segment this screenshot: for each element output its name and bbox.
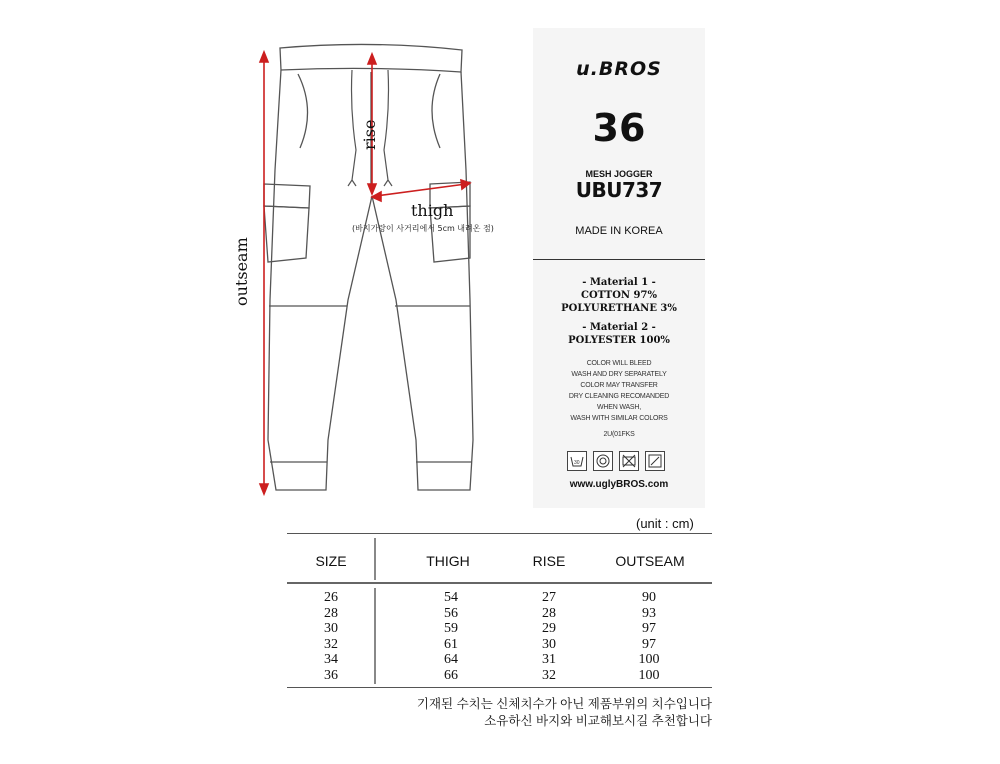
care-line: COLOR WILL BLEED [586, 360, 652, 367]
thigh-label: thigh [411, 201, 454, 220]
product-code: UBU737 [575, 178, 663, 202]
svg-text:30: 30 [574, 460, 580, 466]
header-rise: RISE [532, 553, 566, 569]
material1-title: - Material 1 - [582, 277, 656, 288]
header-thigh: THIGH [426, 553, 470, 569]
table-cell: 90 [642, 590, 656, 605]
material1-line1: COTTON 97% [581, 290, 657, 301]
table-top-rule [287, 533, 712, 534]
dry-clean-icon [593, 451, 613, 471]
left-front-pocket [298, 74, 308, 148]
table-cell: 56 [444, 605, 458, 621]
table-cell: 36 [324, 667, 338, 683]
table-cell: 32 [542, 667, 556, 683]
table-header-rule [287, 582, 712, 584]
table-cell: 29 [542, 621, 556, 636]
pants-diagram [0, 0, 540, 520]
table-cell: 28 [542, 605, 556, 621]
table-cell: 32 [324, 636, 338, 652]
table-cell: 27 [542, 590, 556, 605]
right-front-pocket [432, 74, 440, 148]
outseam-column [626, 590, 672, 683]
care-line: COLOR MAY TRANSFER [580, 382, 658, 389]
line-dry-icon [645, 451, 665, 471]
care-line: WHEN WASH, [596, 404, 642, 411]
outseam-label: outseam [232, 237, 251, 306]
size-column [310, 590, 352, 683]
table-cell: 28 [324, 605, 338, 621]
body-divider [374, 588, 376, 684]
table-cell: 34 [324, 652, 338, 667]
material2-line1: POLYESTER 100% [568, 335, 670, 346]
table-cell: 30 [542, 636, 556, 652]
no-tumble-dry-icon [619, 451, 639, 471]
product-tag [533, 28, 705, 508]
product-line: MESH JOGGER [585, 169, 653, 179]
table-bottom-rule [287, 687, 712, 688]
thigh-arrow [376, 184, 466, 196]
table-cell: 100 [638, 667, 660, 683]
thigh-note: (바지가랑이 사거리에서 5cm 내려온 점) [352, 224, 494, 233]
table-cell: 26 [324, 590, 338, 605]
unit-label: (unit : cm) [636, 516, 694, 531]
table-cell: 93 [642, 605, 656, 621]
table-cell: 59 [444, 621, 458, 636]
left-cargo-pocket [264, 206, 309, 262]
care-line: WASH WITH SIMILAR COLORS [570, 415, 668, 422]
website: www.uglyBROS.com [569, 479, 669, 490]
table-cell: 61 [444, 636, 458, 652]
table-cell: 66 [444, 667, 458, 683]
comparison-note: 소유하신 바지와 비교해보시길 추천합니다 [484, 714, 712, 728]
brand-logo: u.BROS [576, 58, 662, 80]
origin: MADE IN KOREA [575, 225, 663, 237]
table-cell: 31 [542, 652, 556, 667]
rise-column [528, 590, 570, 683]
table-cell: 30 [324, 621, 338, 636]
table-cell: 64 [444, 652, 458, 667]
table-cell: 100 [638, 652, 660, 667]
tag-size: 36 [592, 106, 646, 150]
measurement-note: 기재된 수치는 신체치수가 아닌 제품부위의 치수입니다 [416, 697, 712, 711]
tag-divider [533, 259, 705, 260]
care-icons [567, 451, 671, 473]
care-line: WASH AND DRY SEPARATELY [571, 371, 667, 378]
table-cell: 97 [642, 636, 656, 652]
material1-line2: POLYURETHANE 3% [561, 303, 677, 314]
material2-title: - Material 2 - [582, 322, 656, 333]
header-outseam: OUTSEAM [615, 553, 685, 569]
header-size: SIZE [315, 553, 347, 569]
rise-label: rise [360, 119, 379, 150]
left-cargo-flap [264, 184, 310, 208]
table-cell: 97 [642, 621, 656, 636]
care-line: DRY CLEANING RECOMANDED [568, 393, 670, 400]
table-cell: 54 [444, 590, 458, 605]
wash-30-icon [567, 451, 587, 471]
lot-code: 2U(01FKS [603, 431, 635, 438]
thigh-column [430, 590, 472, 683]
header-divider [374, 538, 376, 580]
